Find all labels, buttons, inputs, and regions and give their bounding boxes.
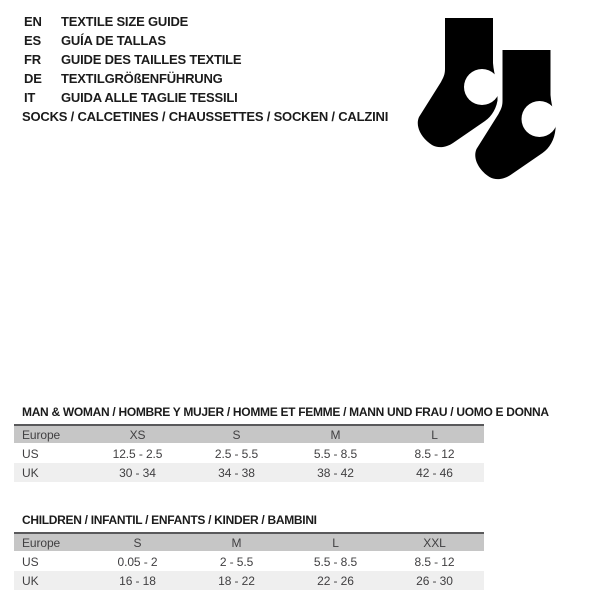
language-row [24, 12, 241, 31]
language-code: DE [24, 71, 42, 86]
language-code: FR [24, 52, 41, 67]
column-header: S [187, 425, 286, 444]
table-row [14, 552, 484, 572]
table-header-row [14, 425, 484, 444]
language-label: TEXTILE SIZE GUIDE [61, 14, 189, 29]
column-header: Europe [14, 425, 88, 444]
language-row [24, 50, 241, 69]
size-cell: 0.05 - 2 [88, 552, 187, 572]
size-cell: 8.5 - 12 [385, 444, 484, 464]
language-label: GUÍA DE TALLAS [61, 33, 166, 48]
language-label: TEXTILGRÖßENFÜHRUNG [61, 71, 223, 86]
region-cell: US [14, 444, 88, 464]
size-table-adult [14, 424, 484, 482]
size-cell: 5.5 - 8.5 [286, 552, 385, 572]
table-title-adult: MAN & WOMAN / HOMBRE Y MUJER / HOMME ET FEMME / MANN UND FRAU / UOMO E DONNA [22, 405, 549, 419]
size-table-section-adult [14, 405, 549, 482]
size-cell: 26 - 30 [385, 571, 484, 590]
language-code: IT [24, 90, 36, 105]
size-cell: 8.5 - 12 [385, 552, 484, 572]
language-label: GUIDE DES TAILLES TEXTILE [61, 52, 242, 67]
size-cell: 38 - 42 [286, 463, 385, 482]
size-cell: 16 - 18 [88, 571, 187, 590]
column-header: L [286, 533, 385, 552]
size-cell: 12.5 - 2.5 [88, 444, 187, 464]
size-cell: 30 - 34 [88, 463, 187, 482]
region-cell: UK [14, 463, 88, 482]
size-cell: 34 - 38 [187, 463, 286, 482]
column-header: L [385, 425, 484, 444]
table-row [14, 444, 484, 464]
category-title: SOCKS / CALCETINES / CHAUSSETTES / SOCKEN / CALZINI [22, 109, 389, 124]
table-row [14, 463, 484, 482]
language-row [24, 31, 241, 50]
column-header: M [286, 425, 385, 444]
socks-icon [395, 5, 570, 190]
column-header: XXL [385, 533, 484, 552]
language-label: GUIDA ALLE TAGLIE TESSILI [61, 90, 238, 105]
size-cell: 2.5 - 5.5 [187, 444, 286, 464]
language-row [24, 69, 241, 88]
size-cell: 42 - 46 [385, 463, 484, 482]
size-cell: 2 - 5.5 [187, 552, 286, 572]
table-header-row [14, 533, 484, 552]
column-header: S [88, 533, 187, 552]
language-list [24, 12, 241, 107]
region-cell: US [14, 552, 88, 572]
language-code: ES [24, 33, 41, 48]
language-row [24, 88, 241, 107]
region-cell: UK [14, 571, 88, 590]
column-header: Europe [14, 533, 88, 552]
column-header: XS [88, 425, 187, 444]
column-header: M [187, 533, 286, 552]
size-cell: 22 - 26 [286, 571, 385, 590]
table-title-children: CHILDREN / INFANTIL / ENFANTS / KINDER / BAMBINI [22, 513, 317, 527]
size-cell: 5.5 - 8.5 [286, 444, 385, 464]
table-row [14, 571, 484, 590]
size-table-children [14, 532, 484, 590]
size-table-section-children [14, 514, 484, 590]
language-code: EN [24, 14, 42, 29]
size-cell: 18 - 22 [187, 571, 286, 590]
